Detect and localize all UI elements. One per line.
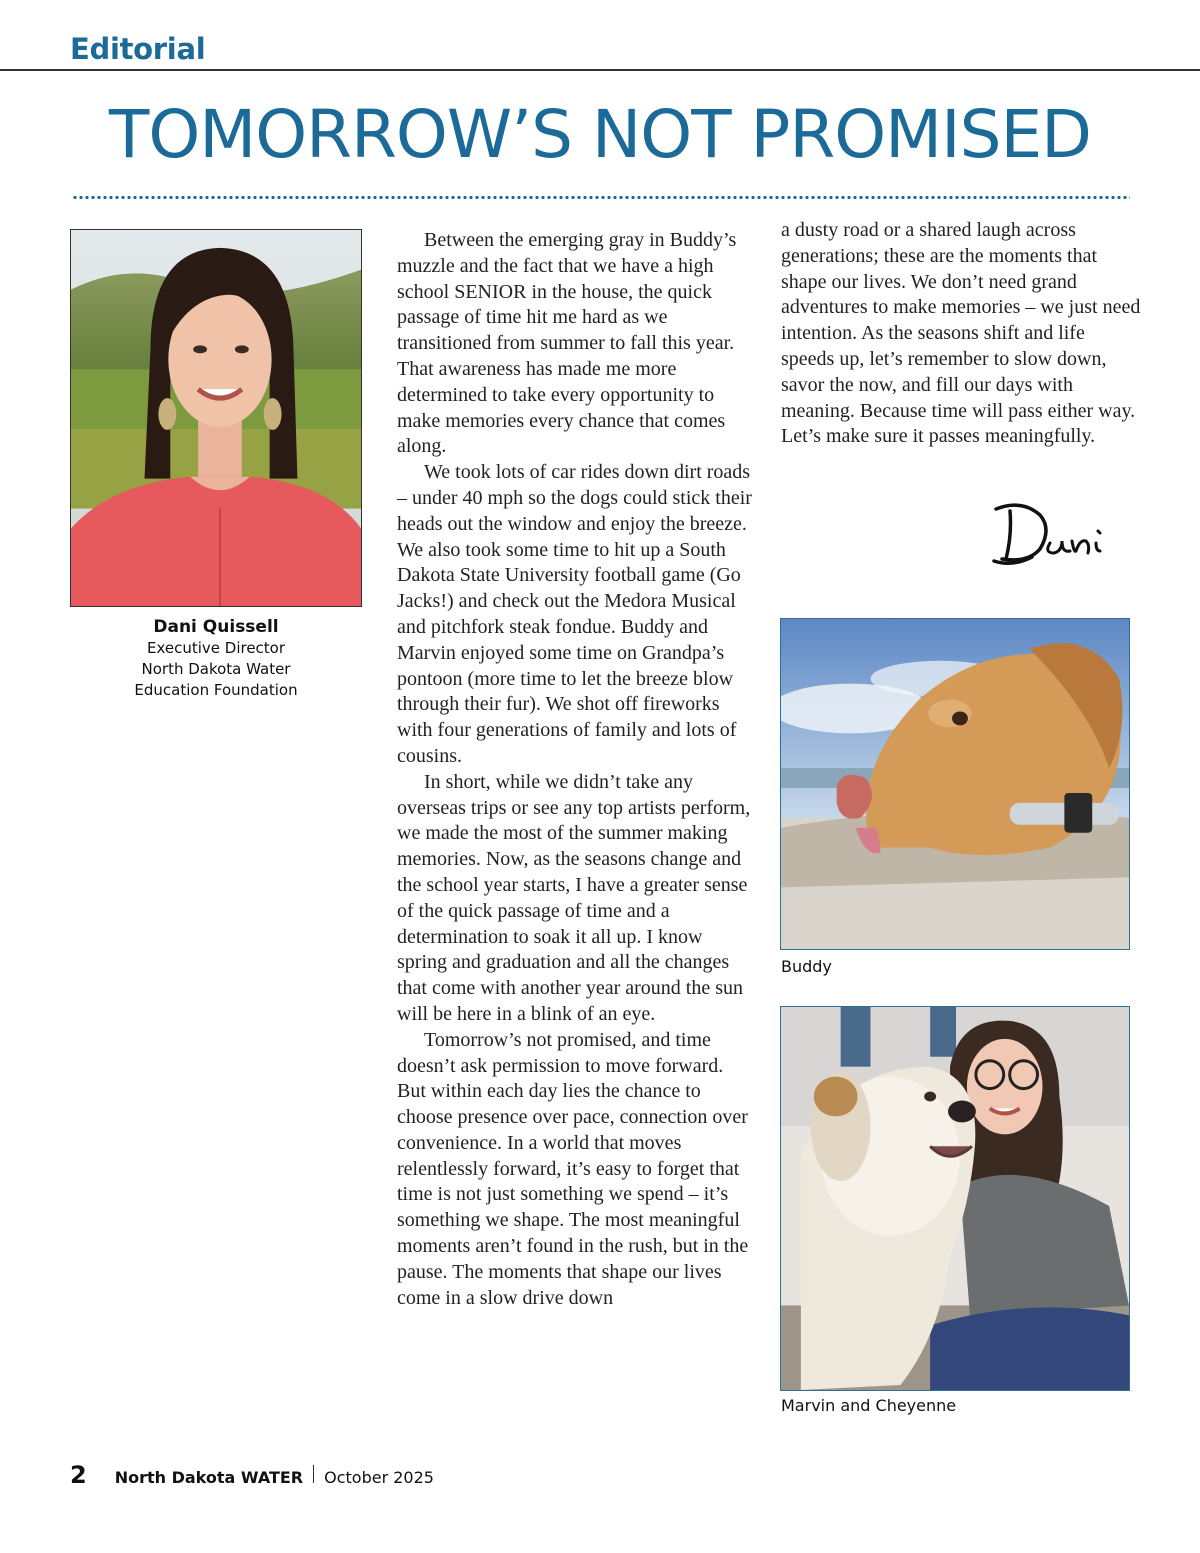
author-portrait bbox=[70, 229, 362, 607]
section-label: Editorial bbox=[70, 32, 206, 66]
article-paragraph: Between the emerging gray in Buddy’s muzzle and the fact that we have a high school SENIOR in the house, the quick passage of time hit me hard as we transitioned from summer to fall this year. That awareness has made me more determined to take every opportunity to make memories every chance that comes along. bbox=[397, 229, 737, 458]
marvin-cheyenne-caption: Marvin and Cheyenne bbox=[781, 1396, 957, 1415]
article-title: TOMORROW’S NOT PROMISED bbox=[109, 96, 1091, 173]
article-column-middle bbox=[397, 228, 757, 1311]
footer-separator bbox=[313, 1465, 314, 1483]
author-org-line1: North Dakota Water bbox=[141, 660, 291, 678]
issue-date: October 2025 bbox=[324, 1468, 434, 1487]
dotted-divider bbox=[72, 195, 1130, 200]
author-name: Dani Quissell bbox=[153, 617, 279, 637]
page-number: 2 bbox=[70, 1461, 87, 1489]
signature-image bbox=[982, 495, 1122, 570]
buddy-photo bbox=[780, 618, 1130, 950]
page-footer bbox=[70, 1461, 434, 1491]
author-org-line2: Education Foundation bbox=[134, 681, 298, 699]
buddy-caption: Buddy bbox=[781, 957, 832, 976]
article-column-right bbox=[781, 218, 1141, 450]
header-rule bbox=[0, 69, 1200, 71]
author-role: Executive Director bbox=[146, 639, 286, 657]
marvin-cheyenne-photo bbox=[780, 1006, 1130, 1391]
article-paragraph: We took lots of car rides down dirt roads – under 40 mph so the dogs could stick their heads out the window and enjoy the breeze. We also took some time to hit up a South Dakota State University football game (Go Jacks!) and check out the Medora Musical and pitchfork steak fondue. Buddy and Marvin enjoyed some time on Grandpa’s pontoon (more time to let the breeze blow through their fur). We shot off fireworks with four generations of family and lots of cousins. bbox=[397, 461, 752, 767]
article-paragraph: In short, while we didn’t take any overseas trips or see any top artists perform, we made the most of the summer making memories. Now, as the seasons change and the school year starts, I have a greater sense of the quick passage of time and a determination to soak it all up. I know spring and graduation and all the changes that come with another year around the sun will be here in a blink of an eye. bbox=[397, 770, 751, 1025]
article-paragraph: Tomorrow’s not promised, and time doesn’t ask permission to move forward. But within each day lies the chance to choose presence over pace, connection over convenience. In a world that moves relentlessly forward, it’s easy to forget that time is not just something we spend – it’s something we shape. The most meaningful moments aren’t found in the rush, but in the pause. The moments that shape our lives come in a slow drive down bbox=[397, 1028, 749, 1309]
publication-name: North Dakota WATER bbox=[114, 1468, 304, 1487]
author-bio bbox=[70, 617, 362, 701]
article-paragraph: a dusty road or a shared laugh across generations; these are the moments that shape our lives. We don’t need grand adventures to make memories – we just need intention. As the seasons shift and life speeds up, let’s remember to slow down, savor the now, and fill our days with meaning. Because time will pass either way. Let’s make sure it passes meaningfully. bbox=[781, 219, 1141, 448]
